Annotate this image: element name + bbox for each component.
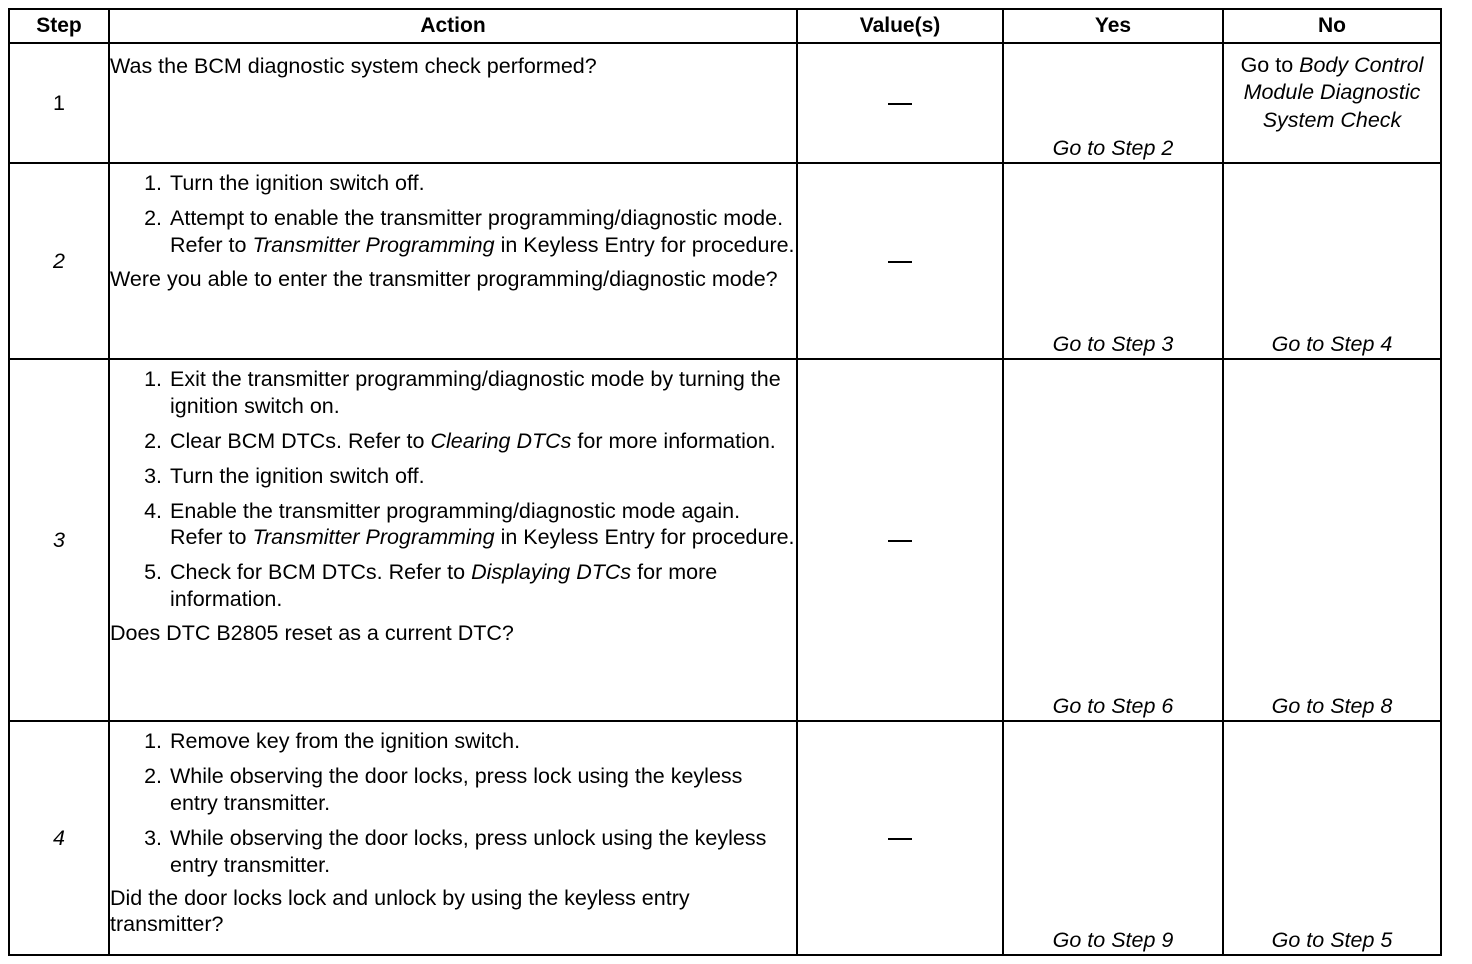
action-item: 1. Turn the ignition switch off. [168,170,796,197]
step-number: 2 [9,163,109,359]
step-number: 4 [9,721,109,955]
no-reference[interactable]: Body Control Module Diagnostic System Check [1243,53,1424,132]
step-number: 3 [9,359,109,721]
dash-mark [888,838,912,840]
no-prefix: Go to [1240,53,1300,77]
action-item: 2. Attempt to enable the transmitter programming/diagnostic mode. Refer to Transmitter Programming in Keyless Entry for procedure. [168,205,796,259]
value-cell [797,163,1003,359]
header-yes: Yes [1003,9,1223,43]
diagnostic-table [8,8,1442,956]
step-question: Did the door locks lock and unlock by using the keyless entry transmitter? [110,886,690,937]
step-number: 1 [9,43,109,163]
action-list [110,728,796,878]
table-row [9,721,1441,955]
table-header [9,9,1441,43]
yes-cell[interactable]: Go to Step 6 [1003,359,1223,721]
dash-mark [888,540,912,542]
action-item: 5. Check for BCM DTCs. Refer to Displaying DTCs for more information. [168,559,796,613]
action-item: 2. While observing the door locks, press lock using the keyless entry transmitter. [168,763,796,817]
no-cell[interactable]: Go to Step 4 [1223,163,1441,359]
action-cell [109,359,797,721]
yes-cell[interactable]: Go to Step 3 [1003,163,1223,359]
action-item: 1. Exit the transmitter programming/diagnostic mode by turning the ignition switch on. [168,366,796,420]
action-item: 2. Clear BCM DTCs. Refer to Clearing DTCs for more information. [168,428,796,455]
dash-mark [888,261,912,263]
no-cell[interactable]: Go to Step 5 [1223,721,1441,955]
table-row [9,43,1441,163]
header-step: Step [9,9,109,43]
no-cell[interactable] [1223,43,1441,163]
header-action: Action [109,9,797,43]
header-values: Value(s) [797,9,1003,43]
value-cell [797,43,1003,163]
step-question: Were you able to enter the transmitter programming/diagnostic mode? [110,266,778,291]
step-question: Was the BCM diagnostic system check performed? [110,54,597,78]
value-cell [797,721,1003,955]
step-question: Does DTC B2805 reset as a current DTC? [110,621,514,645]
reference-link[interactable]: Transmitter Programming [252,232,495,257]
no-cell[interactable]: Go to Step 8 [1223,359,1441,721]
header-no: No [1223,9,1441,43]
table-row [9,359,1441,721]
action-list [110,366,796,613]
action-cell [109,43,797,163]
action-item: 3. While observing the door locks, press unlock using the keyless entry transmitter. [168,825,796,879]
reference-link[interactable]: Clearing DTCs [430,428,572,453]
value-cell [797,359,1003,721]
table-row [9,163,1441,359]
action-item: 1. Remove key from the ignition switch. [168,728,796,755]
yes-cell[interactable]: Go to Step 2 [1003,43,1223,163]
yes-cell[interactable]: Go to Step 9 [1003,721,1223,955]
reference-link[interactable]: Displaying DTCs [471,560,632,585]
action-cell [109,163,797,359]
dash-mark [888,103,912,105]
action-cell [109,721,797,955]
action-item: 3. Turn the ignition switch off. [168,463,796,490]
action-item: 4. Enable the transmitter programming/diagnostic mode again. Refer to Transmitter Programming in Keyless Entry for procedure. [168,498,796,552]
reference-link[interactable]: Transmitter Programming [252,525,495,550]
action-list [110,170,796,259]
